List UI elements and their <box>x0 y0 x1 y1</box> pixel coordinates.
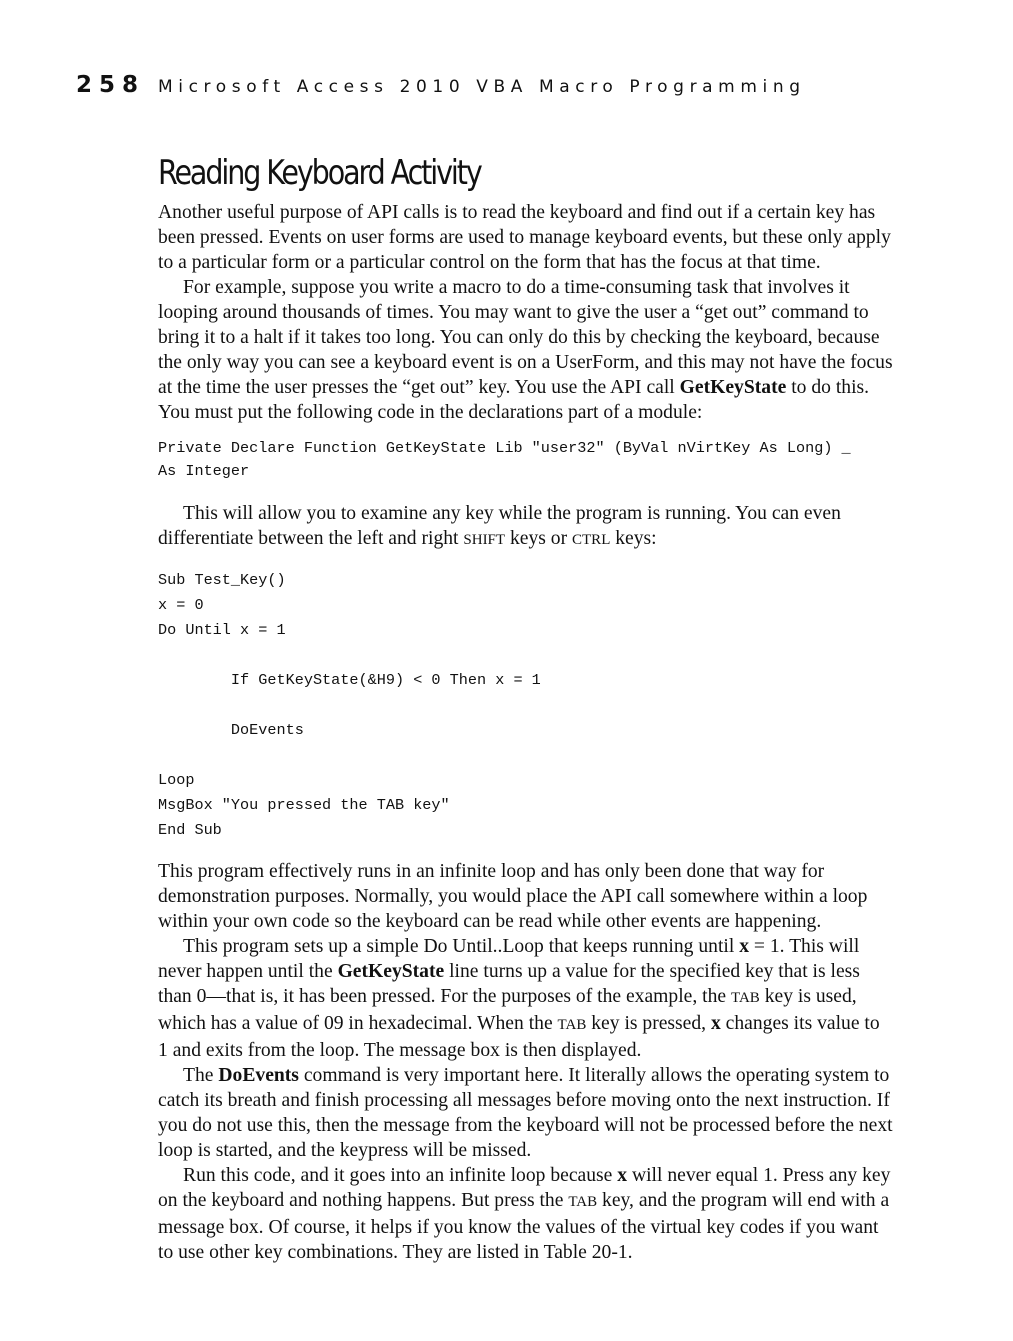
text-line: catch its breath and finish processing all messages before moving onto the next instruction. If <box>158 1090 890 1111</box>
paragraph-examine <box>158 501 948 553</box>
code-line: Loop <box>158 771 195 789</box>
text-run: keys or <box>505 528 573 549</box>
paragraph-example <box>158 275 948 425</box>
bold-term: x <box>739 936 749 957</box>
text-line: been pressed. Events on user forms are used to manage keyboard events, but these only apply <box>158 227 891 248</box>
text-line: You must put the following code in the declarations part of a module: <box>158 402 703 423</box>
key-name: SHIFT <box>463 532 506 548</box>
bold-term: GetKeyState <box>337 961 445 982</box>
text-line: Another useful purpose of API calls is to read the keyboard and find out if a certain key has <box>158 202 876 223</box>
text-line: to use other key combinations. They are listed in Table 20-1. <box>158 1242 633 1263</box>
text-run: key is pressed, <box>586 1013 711 1034</box>
text-run: = 1. This will <box>748 936 860 957</box>
text-run: to do this. <box>786 377 870 398</box>
key-name: TAB <box>730 990 760 1006</box>
text-run: command is very important here. It literally allows the operating system to <box>298 1065 890 1086</box>
code-line: Sub Test_Key() <box>158 571 286 589</box>
paragraph-do-until <box>158 934 948 1063</box>
code-line <box>158 743 948 768</box>
text-run: never happen until the <box>158 961 338 982</box>
text-line: message box. Of course, it helps if you know the values of the virtual key codes if you want <box>158 1217 879 1238</box>
text-run: This program sets up a simple Do Until..Loop that keeps running until <box>183 936 740 957</box>
code-line: Do Until x = 1 <box>158 621 286 639</box>
text-line: For example, suppose you write a macro to do a time-consuming task that involves it <box>183 277 850 298</box>
text-run: Run this code, and it goes into an infinite loop because <box>183 1165 618 1186</box>
bold-term: x <box>710 1013 721 1034</box>
page-header <box>76 72 976 106</box>
text-line <box>158 1163 948 1188</box>
section-title: Reading Keyboard Activity <box>158 153 481 193</box>
code-line: DoEvents <box>158 721 304 739</box>
text-line: you do not use this, then the message from the keyboard will not be processed before the next <box>158 1115 893 1136</box>
code-line: MsgBox "You pressed the TAB key" <box>158 796 450 814</box>
code-line: As Integer <box>158 462 250 480</box>
text-line: to a particular form or a particular control on the form that has the focus at that time. <box>158 252 821 273</box>
book-title: Microsoft Access 2010 VBA Macro Programming <box>158 77 806 97</box>
key-name: TAB <box>557 1017 587 1033</box>
text-line: demonstration purposes. Normally, you would place the API call somewhere within a loop <box>158 886 868 907</box>
text-line <box>158 375 948 400</box>
text-run: which has a value of 09 in hexadecimal. When the <box>158 1013 558 1034</box>
text-line: loop is started, and the keypress will be missed. <box>158 1140 532 1161</box>
text-line: This will allow you to examine any key while the program is running. You can even <box>183 503 841 524</box>
text-line <box>158 959 948 984</box>
page-number: 258 <box>76 72 146 98</box>
text-run: at the time the user presses the “get out” key. You use the API call <box>158 377 680 398</box>
text-run: The <box>183 1065 219 1086</box>
text-line <box>158 1063 948 1088</box>
paragraph-doevents <box>158 1063 948 1163</box>
text-run: differentiate between the left and right <box>158 528 464 549</box>
text-line: the only way you can see a keyboard event is on a UserForm, and this may not have the focus <box>158 352 893 373</box>
text-line: looping around thousands of times. You may want to give the user a “get out” command to <box>158 302 869 323</box>
key-name: TAB <box>568 1194 598 1210</box>
text-line: bring it to a halt if it takes too long. You can only do this by checking the keyboard, because <box>158 327 880 348</box>
text-line: This program effectively runs in an infinite loop and has only been done that way for <box>158 861 825 882</box>
text-line: within your own code so the keyboard can be read while other events are happening. <box>158 911 822 932</box>
text-line <box>158 934 948 959</box>
code-block-test-key <box>158 568 948 843</box>
text-run: will never equal 1. Press any key <box>627 1165 891 1186</box>
code-line <box>158 643 948 668</box>
text-run: than 0—that is, it has been pressed. For the purposes of the example, the <box>158 986 731 1007</box>
text-run: keys: <box>610 528 657 549</box>
text-run: changes its value to <box>720 1013 880 1034</box>
text-line <box>158 526 948 553</box>
text-run: on the keyboard and nothing happens. But press the <box>158 1190 569 1211</box>
paragraph-intro <box>158 200 948 275</box>
text-line <box>158 1011 948 1038</box>
code-block-declaration <box>158 437 948 483</box>
text-run: line turns up a value for the specified key that is less <box>444 961 860 982</box>
code-line <box>158 693 948 718</box>
bold-term: x <box>617 1165 628 1186</box>
code-line: Private Declare Function GetKeyState Lib "user32" (ByVal nVirtKey As Long) _ <box>158 439 851 457</box>
code-line: If GetKeyState(&H9) < 0 Then x = 1 <box>158 671 541 689</box>
text-line: 1 and exits from the loop. The message box is then displayed. <box>158 1040 642 1061</box>
paragraph-run-code <box>158 1163 948 1265</box>
paragraph-infinite-loop <box>158 859 948 934</box>
bold-term: DoEvents <box>218 1065 299 1086</box>
text-run: key is used, <box>759 986 857 1007</box>
code-line: End Sub <box>158 821 222 839</box>
code-line: x = 0 <box>158 596 204 614</box>
key-name: CTRL <box>572 532 611 548</box>
text-run: key, and the program will end with a <box>597 1190 890 1211</box>
text-line <box>158 1188 948 1215</box>
bold-term: GetKeyState <box>679 377 787 398</box>
page-content <box>158 150 948 1265</box>
text-line <box>158 984 948 1011</box>
